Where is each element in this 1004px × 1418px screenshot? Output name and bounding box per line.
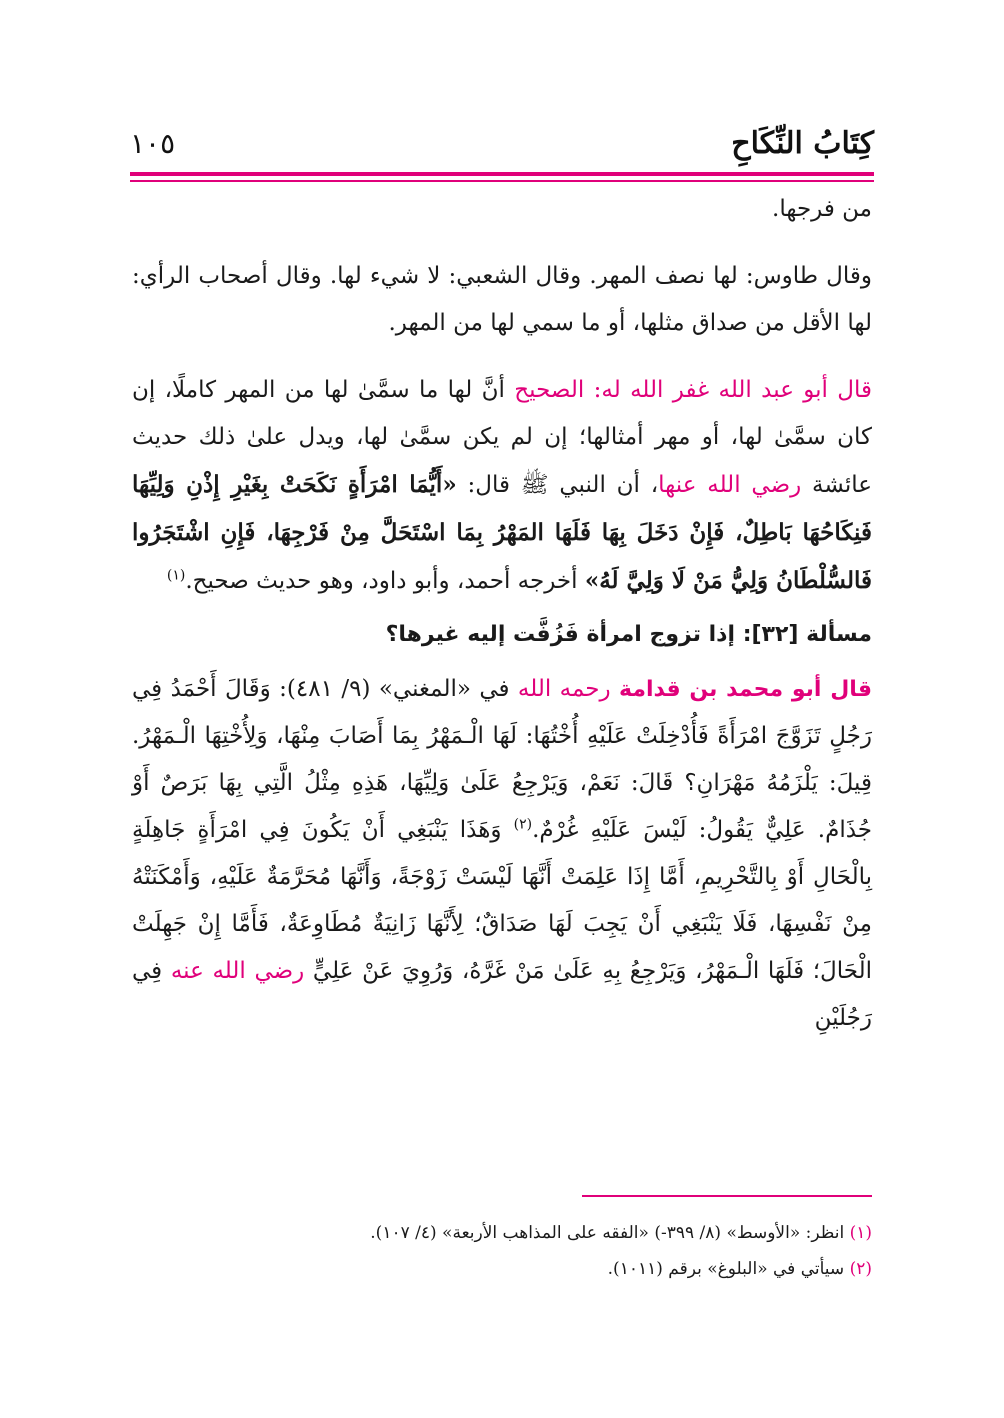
issue-label: مسألة [٣٢]: <box>742 622 872 647</box>
body-text <box>132 186 872 1042</box>
page-number: ١٠٥ <box>130 126 176 160</box>
footnote <box>132 1251 872 1287</box>
footnote-number: (١) <box>849 1223 872 1243</box>
paragraph-3-text-1: أنَّ لها ما سمَّىٰ لها من المهر كاملًا، إن كان سمَّىٰ لها، أو مهر أمثالها؛ إن لم يكن سمَّىٰ لها، ويدل علىٰ ذلك حديث عائشة <box>132 377 872 498</box>
footnote-text: انظر: «الأوسط» (٨/ ٣٩٩-) «الفقه على المذاهب الأربعة» (٤/ ١٠٧). <box>370 1223 845 1243</box>
paragraph-1: من فرجها. <box>772 196 872 222</box>
issue-title: إذا تزوج امرأة فَزُفَّت إليه غيرها؟ <box>385 622 736 647</box>
honorific-1: رضي الله عنها <box>658 472 802 498</box>
paragraph-3 <box>132 367 872 605</box>
paragraph-4-text-1: في «المغني» (٩/ ٤٨١): وَقَالَ أَحْمَدُ فِي رَجُلٍ تَزَوَّجَ امْرَأَةً فَأُدْخِلَتْ عَلَيْهِ أُخْتُهَا: لَهَا الْـمَهْرُ بِمَا أَصَابَ مِنْهَا، وَلِأُخْتِهَا الْـمَهْرُ. قِيلَ: يَلْزَمُهُ مَهْرَانِ؟ قَالَ: نَعَمْ، وَيَرْجِعُ عَلَىٰ وَلِيِّهَا، هَذِهِ مِثْلُ الَّتِي بِهَا بَرَصٌ أَوْ جُذَامٌ. عَلِيٌّ يَقُولُ: لَيْسَ عَلَيْهِ غُرْمٌ. <box>132 676 873 843</box>
author-attribution: قال أبو عبد الله غفر الله له: <box>593 377 873 403</box>
footnote-text: سيأتي في «البلوغ» برقم (١٠١١). <box>607 1259 845 1279</box>
author-ibn-qudama: قال أبو محمد بن قدامة <box>619 677 872 702</box>
footnote-ref-2: (٢) <box>513 816 533 833</box>
book-title: كِتَابُ النِّكَاحِ <box>731 125 874 161</box>
header-rule-thin <box>130 180 874 182</box>
paragraph-3-text-2: ، أن النبي ﷺ قال: <box>467 472 659 498</box>
footnote-ref-1: (١) <box>166 567 186 584</box>
footnote <box>132 1215 872 1251</box>
footnote-rule <box>582 1195 872 1197</box>
header-rule-thick <box>130 172 874 176</box>
paragraph-4-text-3: فِي رَجُلَيْنِ <box>132 958 872 1031</box>
ruling-label: الصحيح <box>514 377 585 403</box>
paragraph-2: وقال طاوس: لها نصف المهر. وقال الشعبي: لا شيء لها. وقال أصحاب الرأي: لها الأقل من صداق مثلها، أو ما سمي لها من المهر. <box>132 263 872 336</box>
honorific-3: رضي الله عنه <box>170 958 305 984</box>
paragraph-4 <box>132 666 872 1042</box>
section-heading <box>132 611 872 658</box>
page-header <box>130 118 874 168</box>
footnotes <box>132 1215 872 1287</box>
honorific-2: رحمه الله <box>517 676 611 702</box>
footnote-number: (٢) <box>849 1259 872 1279</box>
hadith-quote: «أَيُّمَا امْرَأَةٍ نَكَحَتْ بِغَيْرِ إِذْنِ وَلِيِّهَا فَنِكَاحُهَا بَاطِلٌ، فَإِنْ دَخَلَ بِهَا فَلَهَا المَهْرُ بِمَا اسْتَحَلَّ مِنْ فَرْجِهَا، فَإِنِ اشْتَجَرُوا فَالسُّلْطَانُ وَلِيُّ مَنْ لَا وَلِيَّ لَهُ» <box>132 471 872 594</box>
paragraph-3-text-3: أخرجه أحمد، وأبو داود، وهو حديث صحيح. <box>185 568 578 594</box>
paragraph-4-text-2: وَهَذَا يَنْبَغِي أَنْ يَكُونَ فِي امْرَأَةٍ جَاهِلَةٍ بِالْحَالِ أَوْ بِالتَّحْرِيمِ، أَمَّا إِذَا عَلِمَتْ أَنَّهَا لَيْسَتْ زَوْجَةً، وَأَنَّهَا مُحَرَّمَةٌ عَلَيْهِ، وَأَمْكَنَتْهُ مِنْ نَفْسِهَا، فَلَا يَنْبَغِي أَنْ يَجِبَ لَهَا صَدَاقٌ؛ لِأَنَّهَا زَانِيَةٌ مُطَاوِعَةٌ، فَأَمَّا إِنْ جَهِلَتْ الْحَالَ؛ فَلَهَا الْـمَهْرُ، وَيَرْجِعُ بِهِ عَلَىٰ مَنْ غَرَّهُ، وَرُوِيَ عَنْ عَلِيٍّ <box>132 817 873 984</box>
